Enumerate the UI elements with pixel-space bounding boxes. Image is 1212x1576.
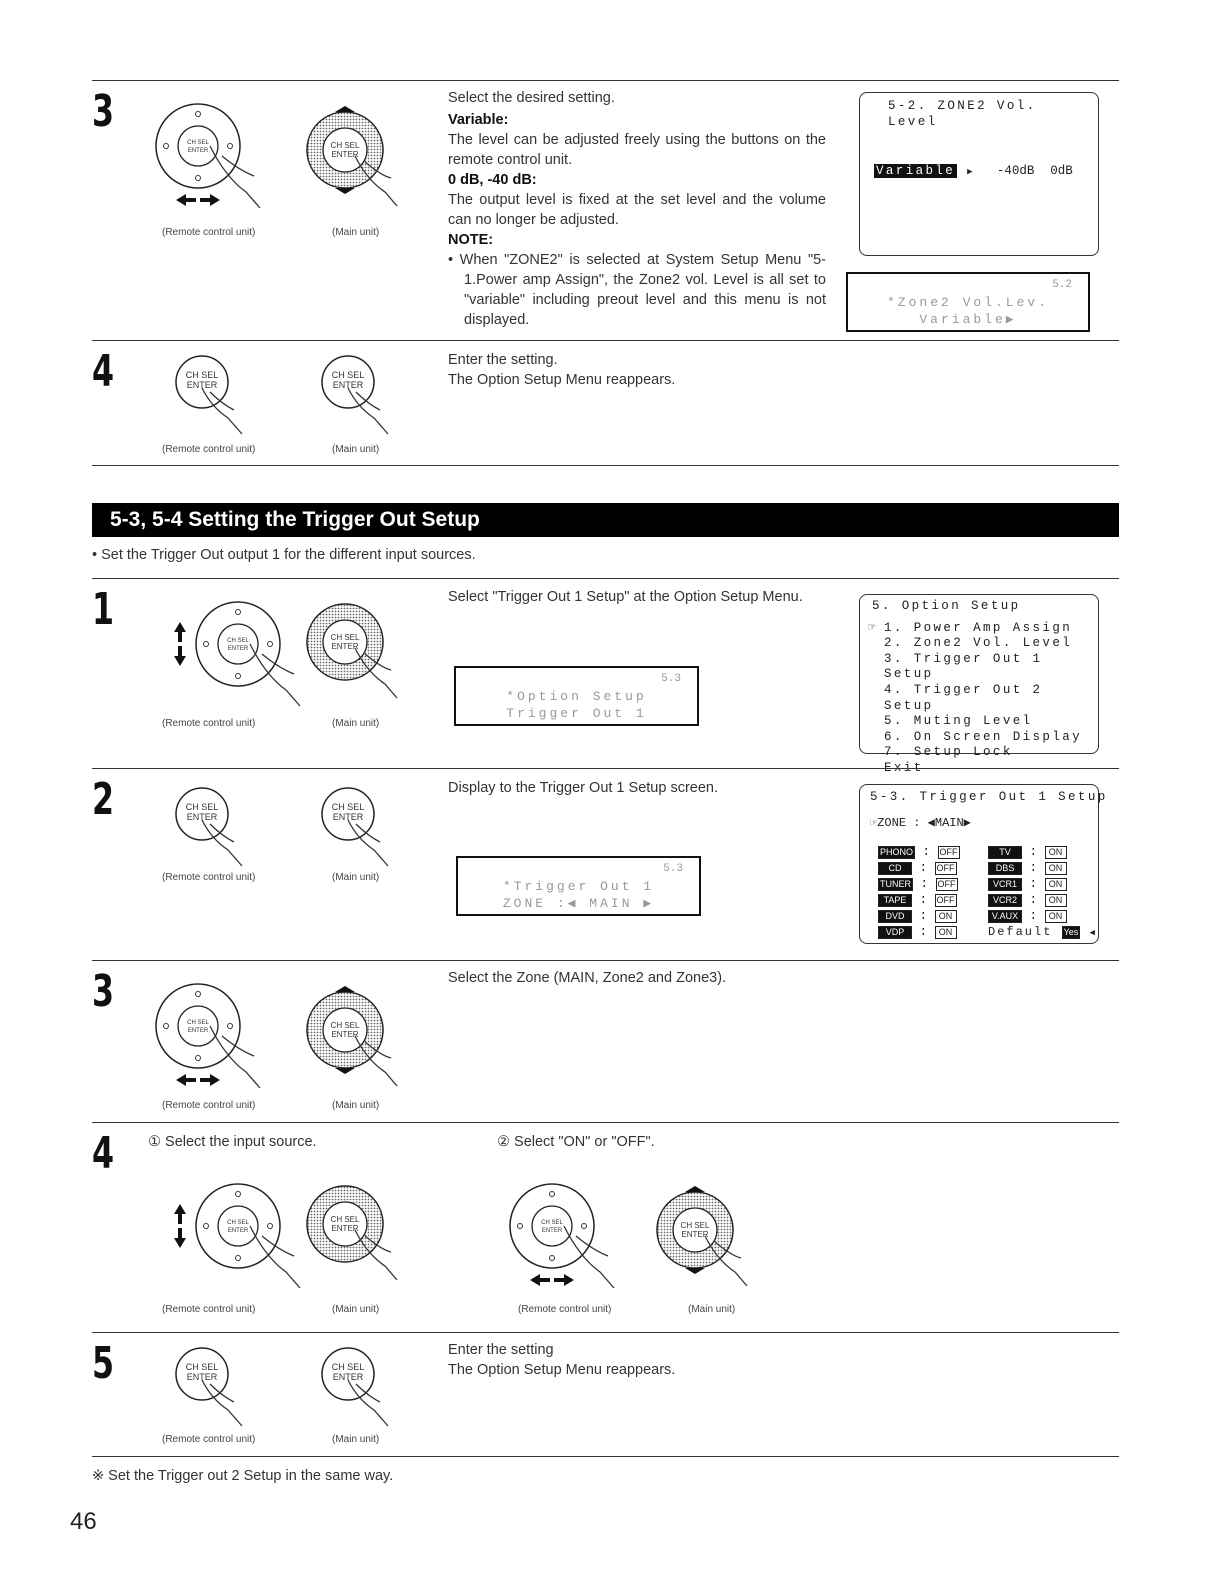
step-4-text — [448, 350, 848, 390]
section-intro: • Set the Trigger Out output 1 for the different input sources. — [92, 547, 476, 563]
trigger-row — [878, 845, 960, 861]
step-3-line: Select the desired setting. — [448, 90, 615, 106]
source-label: V.AUX — [988, 910, 1022, 923]
main-caption: (Main unit) — [332, 1304, 380, 1315]
step-3-number: 3 — [92, 86, 115, 137]
source-label: TUNER — [880, 879, 911, 890]
option-menu-item[interactable]: 3. Trigger Out 1 Setup — [884, 651, 1043, 682]
front-panel-display-trigger — [456, 856, 701, 916]
remote-control-dial-icon — [148, 96, 278, 226]
section-title: 5-3, 5-4 Setting the Trigger Out Setup — [92, 503, 1119, 537]
step-5-line-2: The Option Setup Menu reappears. — [448, 1362, 676, 1378]
remote-control-dial-icon — [502, 1176, 632, 1306]
separator: : — [1022, 893, 1045, 908]
main-enter-button-icon — [318, 784, 408, 874]
note-heading: NOTE: — [448, 232, 494, 248]
remote-caption: (Remote control unit) — [162, 718, 256, 729]
remote-enter-button-icon — [172, 352, 262, 442]
remote-caption: (Remote control unit) — [162, 444, 256, 455]
remote-caption: (Remote control unit) — [162, 227, 256, 238]
step-1-text: Select "Trigger Out 1 Setup" at the Option Setup Menu. — [448, 589, 803, 605]
step-5-number: 5 — [92, 1338, 115, 1389]
source-label: VCR2 — [988, 894, 1022, 907]
option-menu-list — [884, 621, 1086, 777]
front-panel-display-5-2 — [846, 272, 1090, 332]
trigger-value-toggle[interactable]: OFF — [936, 895, 955, 906]
zone2-vol-level-screen — [859, 92, 1099, 256]
option-setup-screen — [859, 594, 1099, 775]
source-label: TV — [988, 846, 1022, 859]
db-heading: 0 dB, -40 dB: — [448, 172, 537, 188]
trigger-value-toggle[interactable]: ON — [1045, 878, 1067, 891]
trigger-value-toggle[interactable]: OFF — [936, 863, 955, 874]
separator: : — [1022, 861, 1045, 876]
osd-title: 5. Option Setup — [872, 599, 1021, 613]
lcd-line-2: Trigger Out 1 — [506, 706, 647, 721]
trigger-row — [878, 909, 960, 925]
default-label: Default — [988, 925, 1053, 940]
footnote: ※ Set the Trigger out 2 Setup in the same way. — [92, 1468, 394, 1484]
option-menu-item[interactable]: 2. Zone2 Vol. Level — [884, 636, 1073, 651]
zone-label: ☞ZONE : — [870, 815, 921, 830]
remote-enter-button-icon — [172, 1344, 262, 1434]
source-label: DBS — [988, 862, 1022, 875]
main-caption: (Main unit) — [688, 1304, 736, 1315]
main-caption: (Main unit) — [332, 718, 380, 729]
remote-control-dial-icon — [168, 1176, 308, 1306]
step-4-number: 4 — [92, 346, 115, 397]
trigger-row — [878, 925, 960, 941]
trigger-row — [878, 877, 960, 893]
separator: : — [912, 861, 935, 876]
lcd-line-1: *Option Setup — [506, 689, 647, 704]
lcd-line-1: *Trigger Out 1 — [502, 879, 655, 894]
lcd-number: 5.3 — [663, 863, 683, 875]
zero-db-option[interactable]: 0dB — [1050, 164, 1073, 179]
trigger-value-toggle[interactable]: ON — [1045, 894, 1067, 907]
source-label: DVD — [878, 910, 912, 923]
separator: : — [912, 925, 935, 940]
main-caption: (Main unit) — [332, 444, 380, 455]
trigger-value-toggle[interactable]: ON — [1045, 862, 1067, 875]
main-enter-button-icon — [318, 352, 408, 442]
zone-value[interactable]: ◀MAIN▶ — [927, 815, 971, 830]
trigger-right-column — [988, 845, 1067, 925]
remote-control-dial-icon — [168, 594, 308, 724]
step-4-sub-1: ① Select the input source. — [148, 1134, 317, 1150]
variable-option[interactable]: Variable — [876, 164, 956, 179]
step-3-zone-text: Select the Zone (MAIN, Zone2 and Zone3). — [448, 970, 727, 986]
source-label: TAPE — [878, 894, 912, 907]
front-panel-display-5-3 — [454, 666, 699, 726]
trigger-row — [988, 909, 1067, 925]
separator: : — [912, 909, 935, 924]
main-caption: (Main unit) — [332, 1100, 380, 1111]
main-caption: (Main unit) — [332, 872, 380, 883]
remote-caption: (Remote control unit) — [162, 1434, 256, 1445]
source-label: CD — [878, 862, 912, 875]
left-arrow-icon: ◀ — [1089, 928, 1095, 939]
option-menu-item[interactable]: 5. Muting Level — [884, 714, 1033, 729]
main-unit-dial-icon — [295, 980, 425, 1100]
separator: : — [913, 877, 936, 892]
trigger-row — [878, 893, 960, 909]
remote-caption: (Remote control unit) — [162, 1304, 256, 1315]
source-label: VDP — [878, 926, 912, 939]
default-yes-button[interactable]: Yes — [1063, 927, 1079, 938]
main-enter-button-icon — [318, 1344, 408, 1434]
step-3-text — [448, 88, 826, 330]
remote-caption: (Remote control unit) — [162, 1100, 256, 1111]
trigger-value-toggle[interactable]: ON — [1045, 846, 1067, 859]
note-text: • When "ZONE2" is selected at System Setup Menu "5-1.Power amp Assign", the Zone2 vol. Level is all set to "variable" including preout level and this menu is not displayed. — [448, 252, 826, 328]
step-4-number: 4 — [92, 1128, 115, 1179]
pointer-hand-icon: ☞ — [868, 620, 876, 635]
step-1-number: 1 — [92, 584, 115, 635]
step-3-number: 3 — [92, 966, 115, 1017]
option-menu-item[interactable]: 6. On Screen Display — [884, 729, 1083, 744]
db-text: The output level is fixed at the set level and the volume can no longer be adjusted. — [448, 192, 826, 228]
separator: : — [1022, 845, 1045, 860]
remote-caption: (Remote control unit) — [162, 872, 256, 883]
lcd-line-2: Variable▶ — [919, 312, 1017, 327]
minus40-option[interactable]: -40dB — [996, 164, 1035, 179]
separator: : — [1022, 877, 1045, 892]
remote-caption: (Remote control unit) — [518, 1304, 612, 1315]
osd-title: 5-2. ZONE2 Vol. Level — [888, 99, 1037, 129]
trigger-row — [878, 861, 960, 877]
trigger-value-toggle[interactable]: ON — [935, 926, 957, 939]
source-label: PHONO — [880, 847, 914, 858]
step-5-text — [448, 1340, 848, 1380]
main-unit-dial-icon — [295, 100, 425, 220]
variable-text: The level can be adjusted freely using the buttons on the remote control unit. — [448, 132, 826, 168]
option-menu-item[interactable]: 7. Setup Lock — [884, 745, 1013, 760]
separator: : — [1022, 909, 1045, 924]
right-arrow-icon: ▶ — [967, 167, 975, 178]
trigger-out-1-setup-screen — [859, 784, 1108, 944]
option-menu-item[interactable]: Exit — [884, 760, 924, 775]
lcd-line-2: ZONE :◀ MAIN ▶ — [502, 896, 655, 911]
main-unit-dial-icon — [295, 592, 425, 712]
step-4-line-1: Enter the setting. — [448, 352, 558, 368]
main-caption: (Main unit) — [332, 1434, 380, 1445]
lcd-number: 5.2 — [1052, 279, 1072, 291]
variable-heading: Variable: — [448, 112, 509, 128]
trigger-value-toggle[interactable]: OFF — [939, 847, 958, 858]
main-unit-dial-icon — [645, 1180, 775, 1300]
separator: : — [915, 845, 938, 860]
osd-title: 5-3. Trigger Out 1 Setup — [870, 790, 1108, 804]
step-4-line-2: The Option Setup Menu reappears. — [448, 372, 676, 388]
trigger-left-column — [878, 845, 960, 941]
page-number: 46 — [70, 1508, 97, 1535]
step-2-number: 2 — [92, 774, 115, 825]
step-5-line-1: Enter the setting — [448, 1342, 554, 1358]
main-unit-dial-icon — [295, 1174, 425, 1294]
source-label: VCR1 — [988, 878, 1022, 891]
trigger-row — [988, 861, 1067, 877]
option-menu-item[interactable]: 1. Power Amp Assign — [884, 620, 1073, 635]
trigger-value-toggle[interactable]: ON — [1045, 910, 1067, 923]
remote-enter-button-icon — [172, 784, 262, 874]
option-menu-item[interactable]: 4. Trigger Out 2 Setup — [884, 682, 1043, 713]
separator: : — [912, 893, 935, 908]
trigger-value-toggle[interactable]: OFF — [937, 879, 956, 890]
trigger-value-toggle[interactable]: ON — [935, 910, 957, 923]
step-4-sub-2: ② Select "ON" or "OFF". — [497, 1134, 655, 1150]
step-2-text: Display to the Trigger Out 1 Setup screen. — [448, 780, 718, 796]
lcd-number: 5.3 — [661, 673, 681, 685]
trigger-row — [988, 845, 1067, 861]
lcd-line-1: *Zone2 Vol.Lev. — [886, 295, 1050, 310]
trigger-row — [988, 893, 1067, 909]
main-caption: (Main unit) — [332, 227, 380, 238]
trigger-row — [988, 877, 1067, 893]
remote-control-dial-icon — [148, 976, 278, 1106]
